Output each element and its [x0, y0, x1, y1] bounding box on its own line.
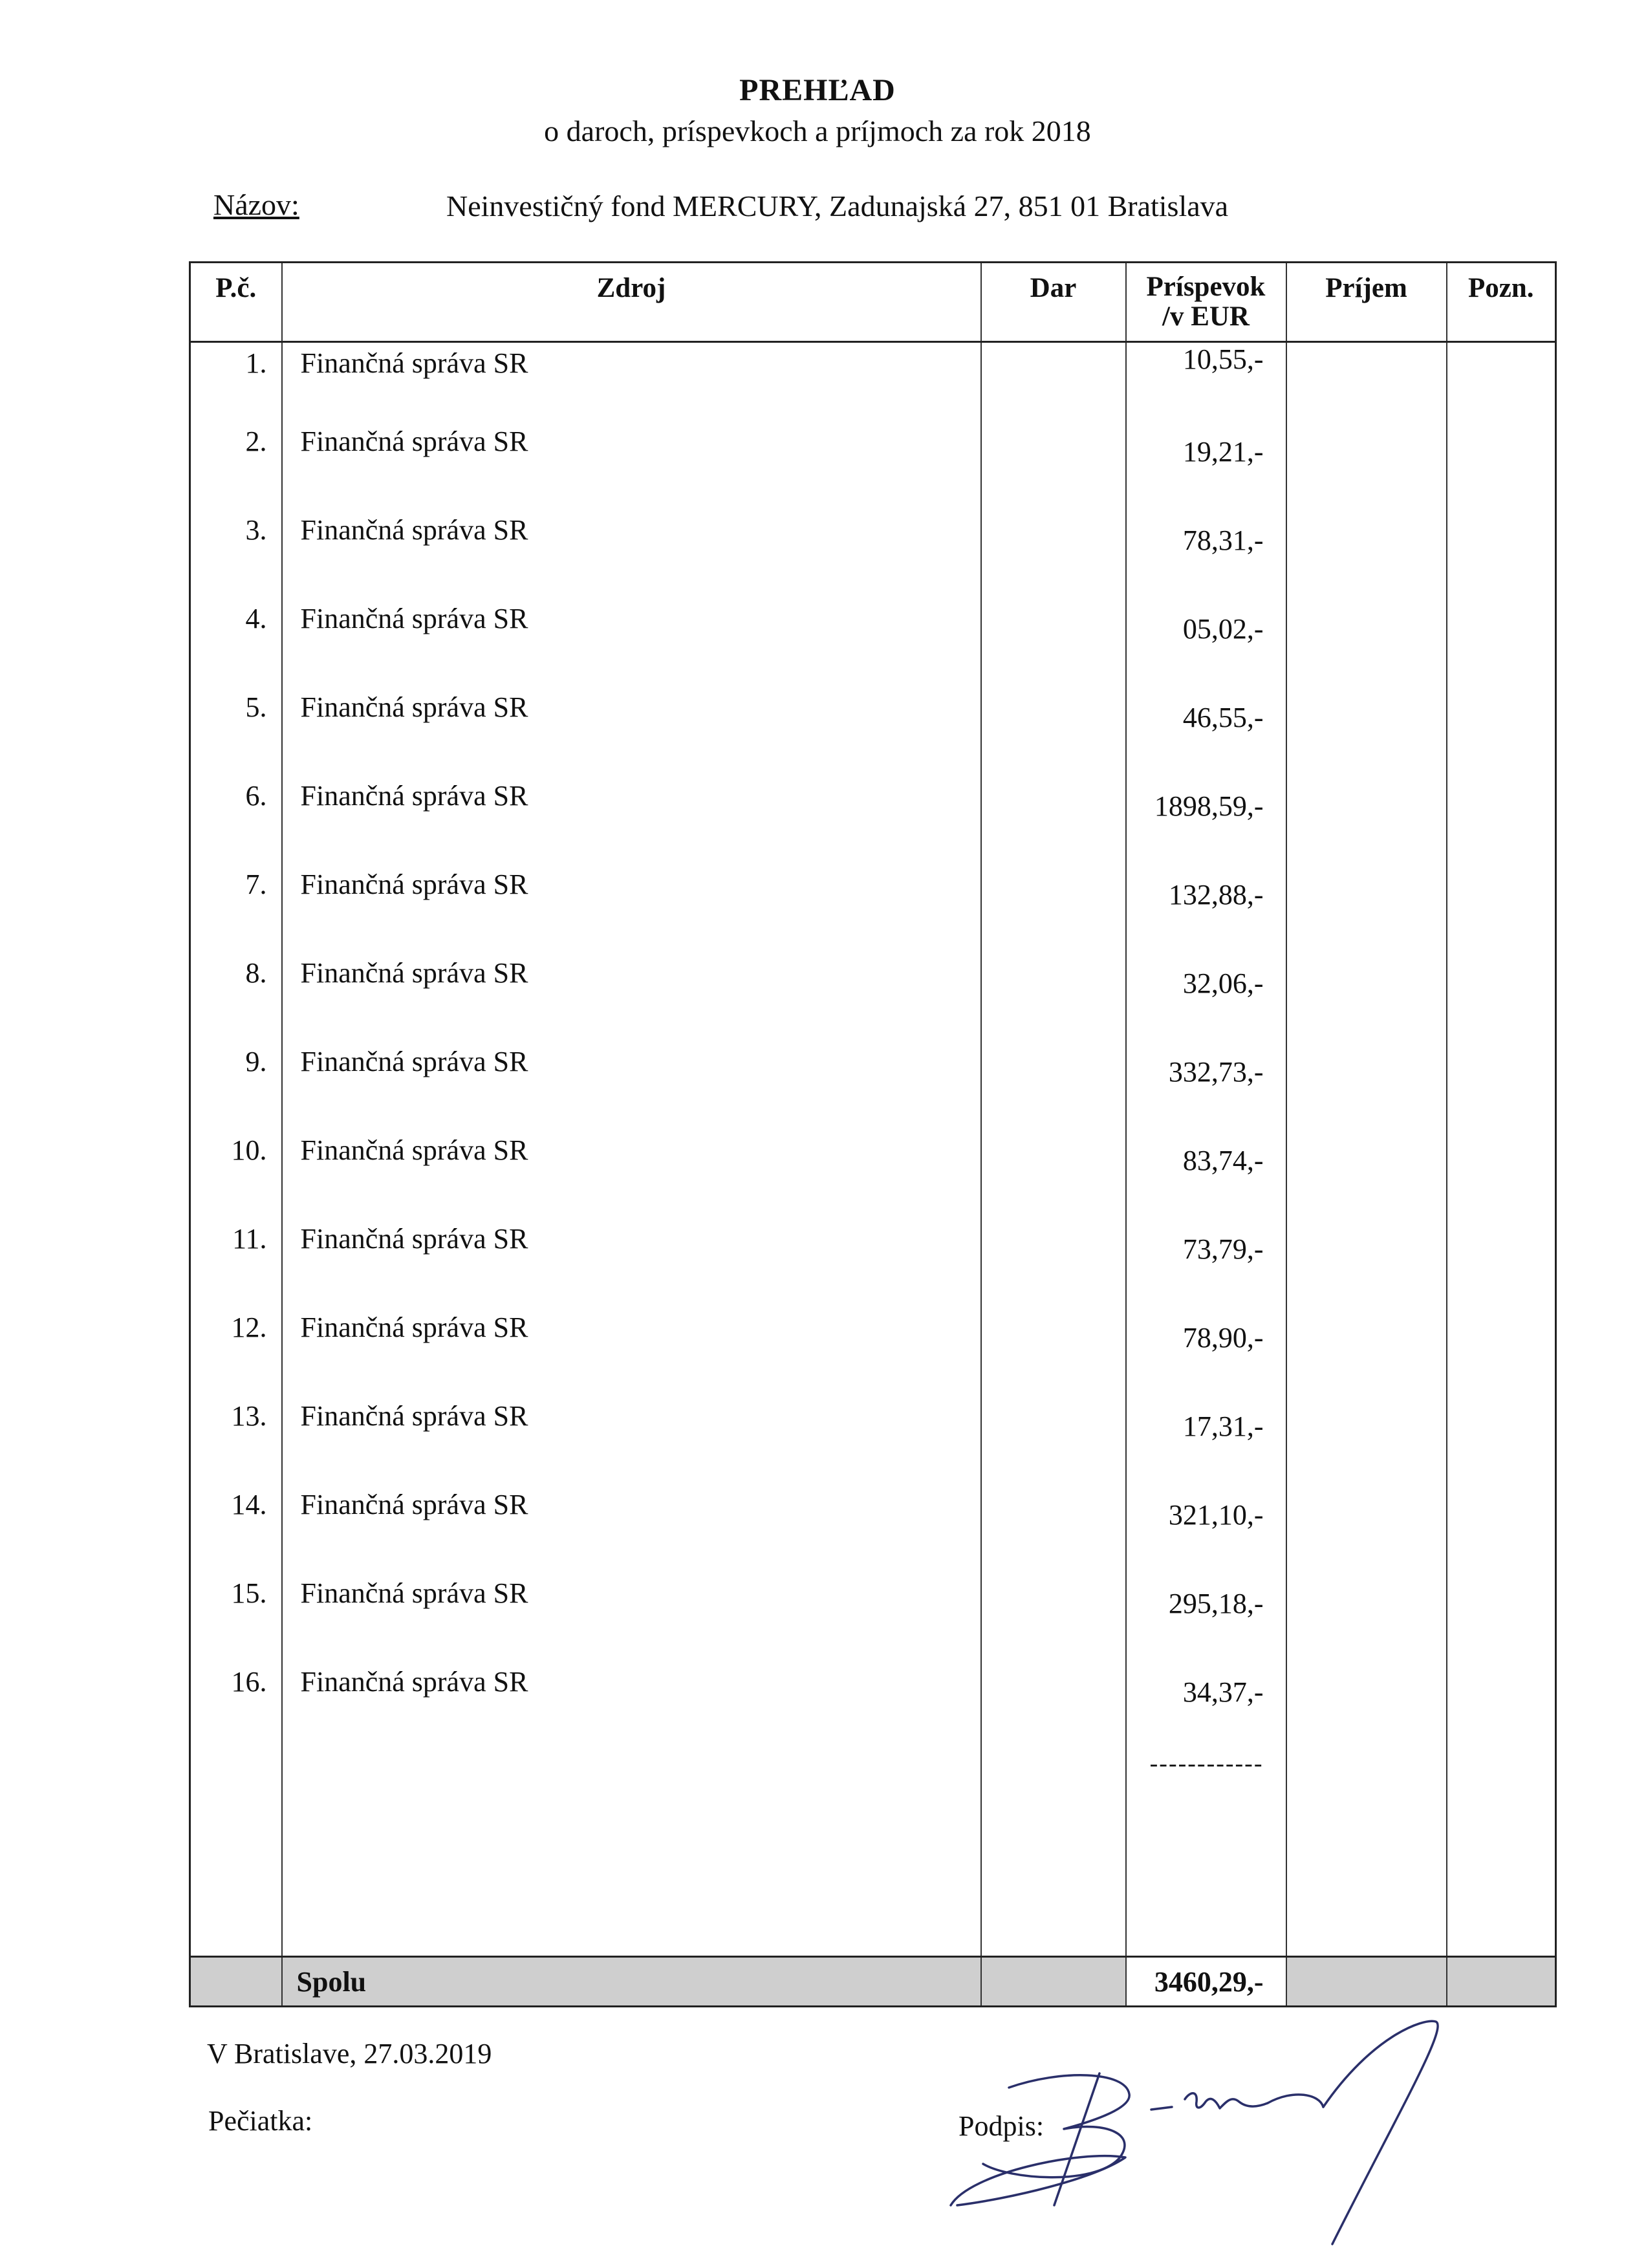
row-contribution: 1898,59,-: [1126, 775, 1286, 864]
name-label: Názov:: [213, 188, 299, 221]
row-number: 14.: [190, 1484, 282, 1573]
table-row: [190, 342, 1556, 422]
row-note: [1447, 953, 1556, 1041]
row-contribution: 73,79,-: [1126, 1218, 1286, 1307]
table-row: [190, 1041, 1556, 1130]
row-note: [1447, 687, 1556, 775]
row-contribution: 78,31,-: [1126, 510, 1286, 598]
row-gift: [981, 1307, 1126, 1396]
row-number: 11.: [190, 1218, 282, 1307]
row-source: Finančná správa SR: [282, 864, 981, 953]
row-note: [1447, 1218, 1556, 1307]
table-row: [190, 1484, 1556, 1573]
row-income: [1286, 1130, 1447, 1218]
row-contribution: 17,31,-: [1126, 1396, 1286, 1484]
table-row: [190, 1130, 1556, 1218]
row-number: 4.: [190, 598, 282, 687]
row-source: Finančná správa SR: [282, 421, 981, 510]
row-number: 13.: [190, 1396, 282, 1484]
row-note: [1447, 1130, 1556, 1218]
row-source: Finančná správa SR: [282, 775, 981, 864]
row-contribution: 34,37,-: [1126, 1661, 1286, 1750]
row-note: [1447, 421, 1556, 510]
row-note: [1447, 510, 1556, 598]
row-contribution: 83,74,-: [1126, 1130, 1286, 1218]
row-gift: [981, 1218, 1126, 1307]
row-gift: [981, 775, 1126, 864]
table-row: [190, 687, 1556, 775]
row-note: [1447, 1661, 1556, 1750]
row-contribution: 05,02,-: [1126, 598, 1286, 687]
row-number: 1.: [190, 342, 282, 422]
row-gift: [981, 1130, 1126, 1218]
row-gift: [981, 1396, 1126, 1484]
total-amount: 3460,29,-: [1126, 1957, 1286, 2007]
row-gift: [981, 1484, 1126, 1573]
row-note: [1447, 342, 1556, 422]
col-header-contribution: [1126, 263, 1286, 342]
row-income: [1286, 775, 1447, 864]
row-number: 5.: [190, 687, 282, 775]
row-income: [1286, 1396, 1447, 1484]
row-number: 10.: [190, 1130, 282, 1218]
row-note: [1447, 1573, 1556, 1661]
table-row: [190, 953, 1556, 1041]
row-contribution: 132,88,-: [1126, 864, 1286, 953]
row-source: Finančná správa SR: [282, 1130, 981, 1218]
row-number: 16.: [190, 1661, 282, 1750]
row-gift: [981, 510, 1126, 598]
table-row: [190, 1307, 1556, 1396]
row-gift: [981, 864, 1126, 953]
row-income: [1286, 953, 1447, 1041]
row-number: 15.: [190, 1573, 282, 1661]
row-gift: [981, 598, 1126, 687]
row-contribution: 19,21,-: [1126, 421, 1286, 510]
row-gift: [981, 687, 1126, 775]
row-source: Finančná správa SR: [282, 1218, 981, 1307]
col-header-contribution-line2: /v EUR: [1162, 301, 1250, 332]
row-number: 9.: [190, 1041, 282, 1130]
row-source: Finančná správa SR: [282, 510, 981, 598]
total-row: [190, 1957, 1556, 2007]
signature-label: Podpis:: [958, 2110, 1045, 2142]
row-gift: [981, 1661, 1126, 1750]
row-source: Finančná správa SR: [282, 1041, 981, 1130]
row-source: Finančná správa SR: [282, 1484, 981, 1573]
row-number: 8.: [190, 953, 282, 1041]
row-number: 6.: [190, 775, 282, 864]
col-header-source: Zdroj: [282, 263, 981, 342]
place-date: V Bratislave, 27.03.2019: [207, 2038, 492, 2069]
row-source: Finančná správa SR: [282, 953, 981, 1041]
row-contribution: 32,06,-: [1126, 953, 1286, 1041]
row-income: [1286, 342, 1447, 422]
row-income: [1286, 1484, 1447, 1573]
row-gift: [981, 421, 1126, 510]
row-income: [1286, 510, 1447, 598]
row-source: Finančná správa SR: [282, 687, 981, 775]
row-note: [1447, 598, 1556, 687]
row-number: 7.: [190, 864, 282, 953]
row-note: [1447, 1041, 1556, 1130]
col-header-income: Príjem: [1286, 263, 1447, 342]
row-contribution: 46,55,-: [1126, 687, 1286, 775]
col-header-contribution-line1: Príspevok: [1146, 272, 1266, 302]
row-gift: [981, 342, 1126, 422]
col-header-pc: P.č.: [190, 263, 282, 342]
handwritten-signature: [931, 2011, 1578, 2257]
table-empty-space: [190, 1750, 1556, 1957]
row-income: [1286, 1041, 1447, 1130]
row-source: Finančná správa SR: [282, 1396, 981, 1484]
row-note: [1447, 1484, 1556, 1573]
row-income: [1286, 864, 1447, 953]
table-row: [190, 421, 1556, 510]
table-row: [190, 864, 1556, 953]
row-gift: [981, 1573, 1126, 1661]
row-gift: [981, 1041, 1126, 1130]
row-contribution: 295,18,-: [1126, 1573, 1286, 1661]
row-income: [1286, 687, 1447, 775]
row-income: [1286, 1661, 1447, 1750]
row-source: Finančná správa SR: [282, 598, 981, 687]
contributions-table: [189, 261, 1557, 2007]
table-header-row: [190, 263, 1556, 342]
row-gift: [981, 953, 1126, 1041]
table-row: [190, 510, 1556, 598]
sum-dashes: ------------: [1149, 1750, 1264, 1777]
table-row: [190, 1661, 1556, 1750]
row-note: [1447, 1307, 1556, 1396]
col-header-note: Pozn.: [1447, 263, 1556, 342]
row-note: [1447, 864, 1556, 953]
table-row: [190, 775, 1556, 864]
row-source: Finančná správa SR: [282, 1661, 981, 1750]
row-contribution: 321,10,-: [1126, 1484, 1286, 1573]
row-note: [1447, 1396, 1556, 1484]
row-income: [1286, 421, 1447, 510]
table-row: [190, 1218, 1556, 1307]
table-row: [190, 1396, 1556, 1484]
row-source: Finančná správa SR: [282, 342, 981, 422]
row-income: [1286, 1307, 1447, 1396]
row-source: Finančná správa SR: [282, 1307, 981, 1396]
row-income: [1286, 598, 1447, 687]
table-row: [190, 598, 1556, 687]
row-number: 3.: [190, 510, 282, 598]
name-value: Neinvestičný fond MERCURY, Zadunajská 27, 851 01 Bratislava: [446, 189, 1229, 222]
total-label: Spolu: [282, 1957, 981, 2007]
row-income: [1286, 1573, 1447, 1661]
row-number: 12.: [190, 1307, 282, 1396]
row-contribution: 78,90,-: [1126, 1307, 1286, 1396]
col-header-gift: Dar: [981, 263, 1126, 342]
row-source: Finančná správa SR: [282, 1573, 981, 1661]
row-number: 2.: [190, 421, 282, 510]
row-contribution: 10,55,-: [1126, 342, 1286, 422]
row-contribution: 332,73,-: [1126, 1041, 1286, 1130]
stamp-label: Pečiatka:: [208, 2105, 313, 2137]
row-note: [1447, 775, 1556, 864]
table-row: [190, 1573, 1556, 1661]
document-title: PREHĽAD: [739, 73, 896, 107]
row-income: [1286, 1218, 1447, 1307]
document-subtitle: o daroch, príspevkoch a príjmoch za rok 2018: [544, 114, 1091, 147]
